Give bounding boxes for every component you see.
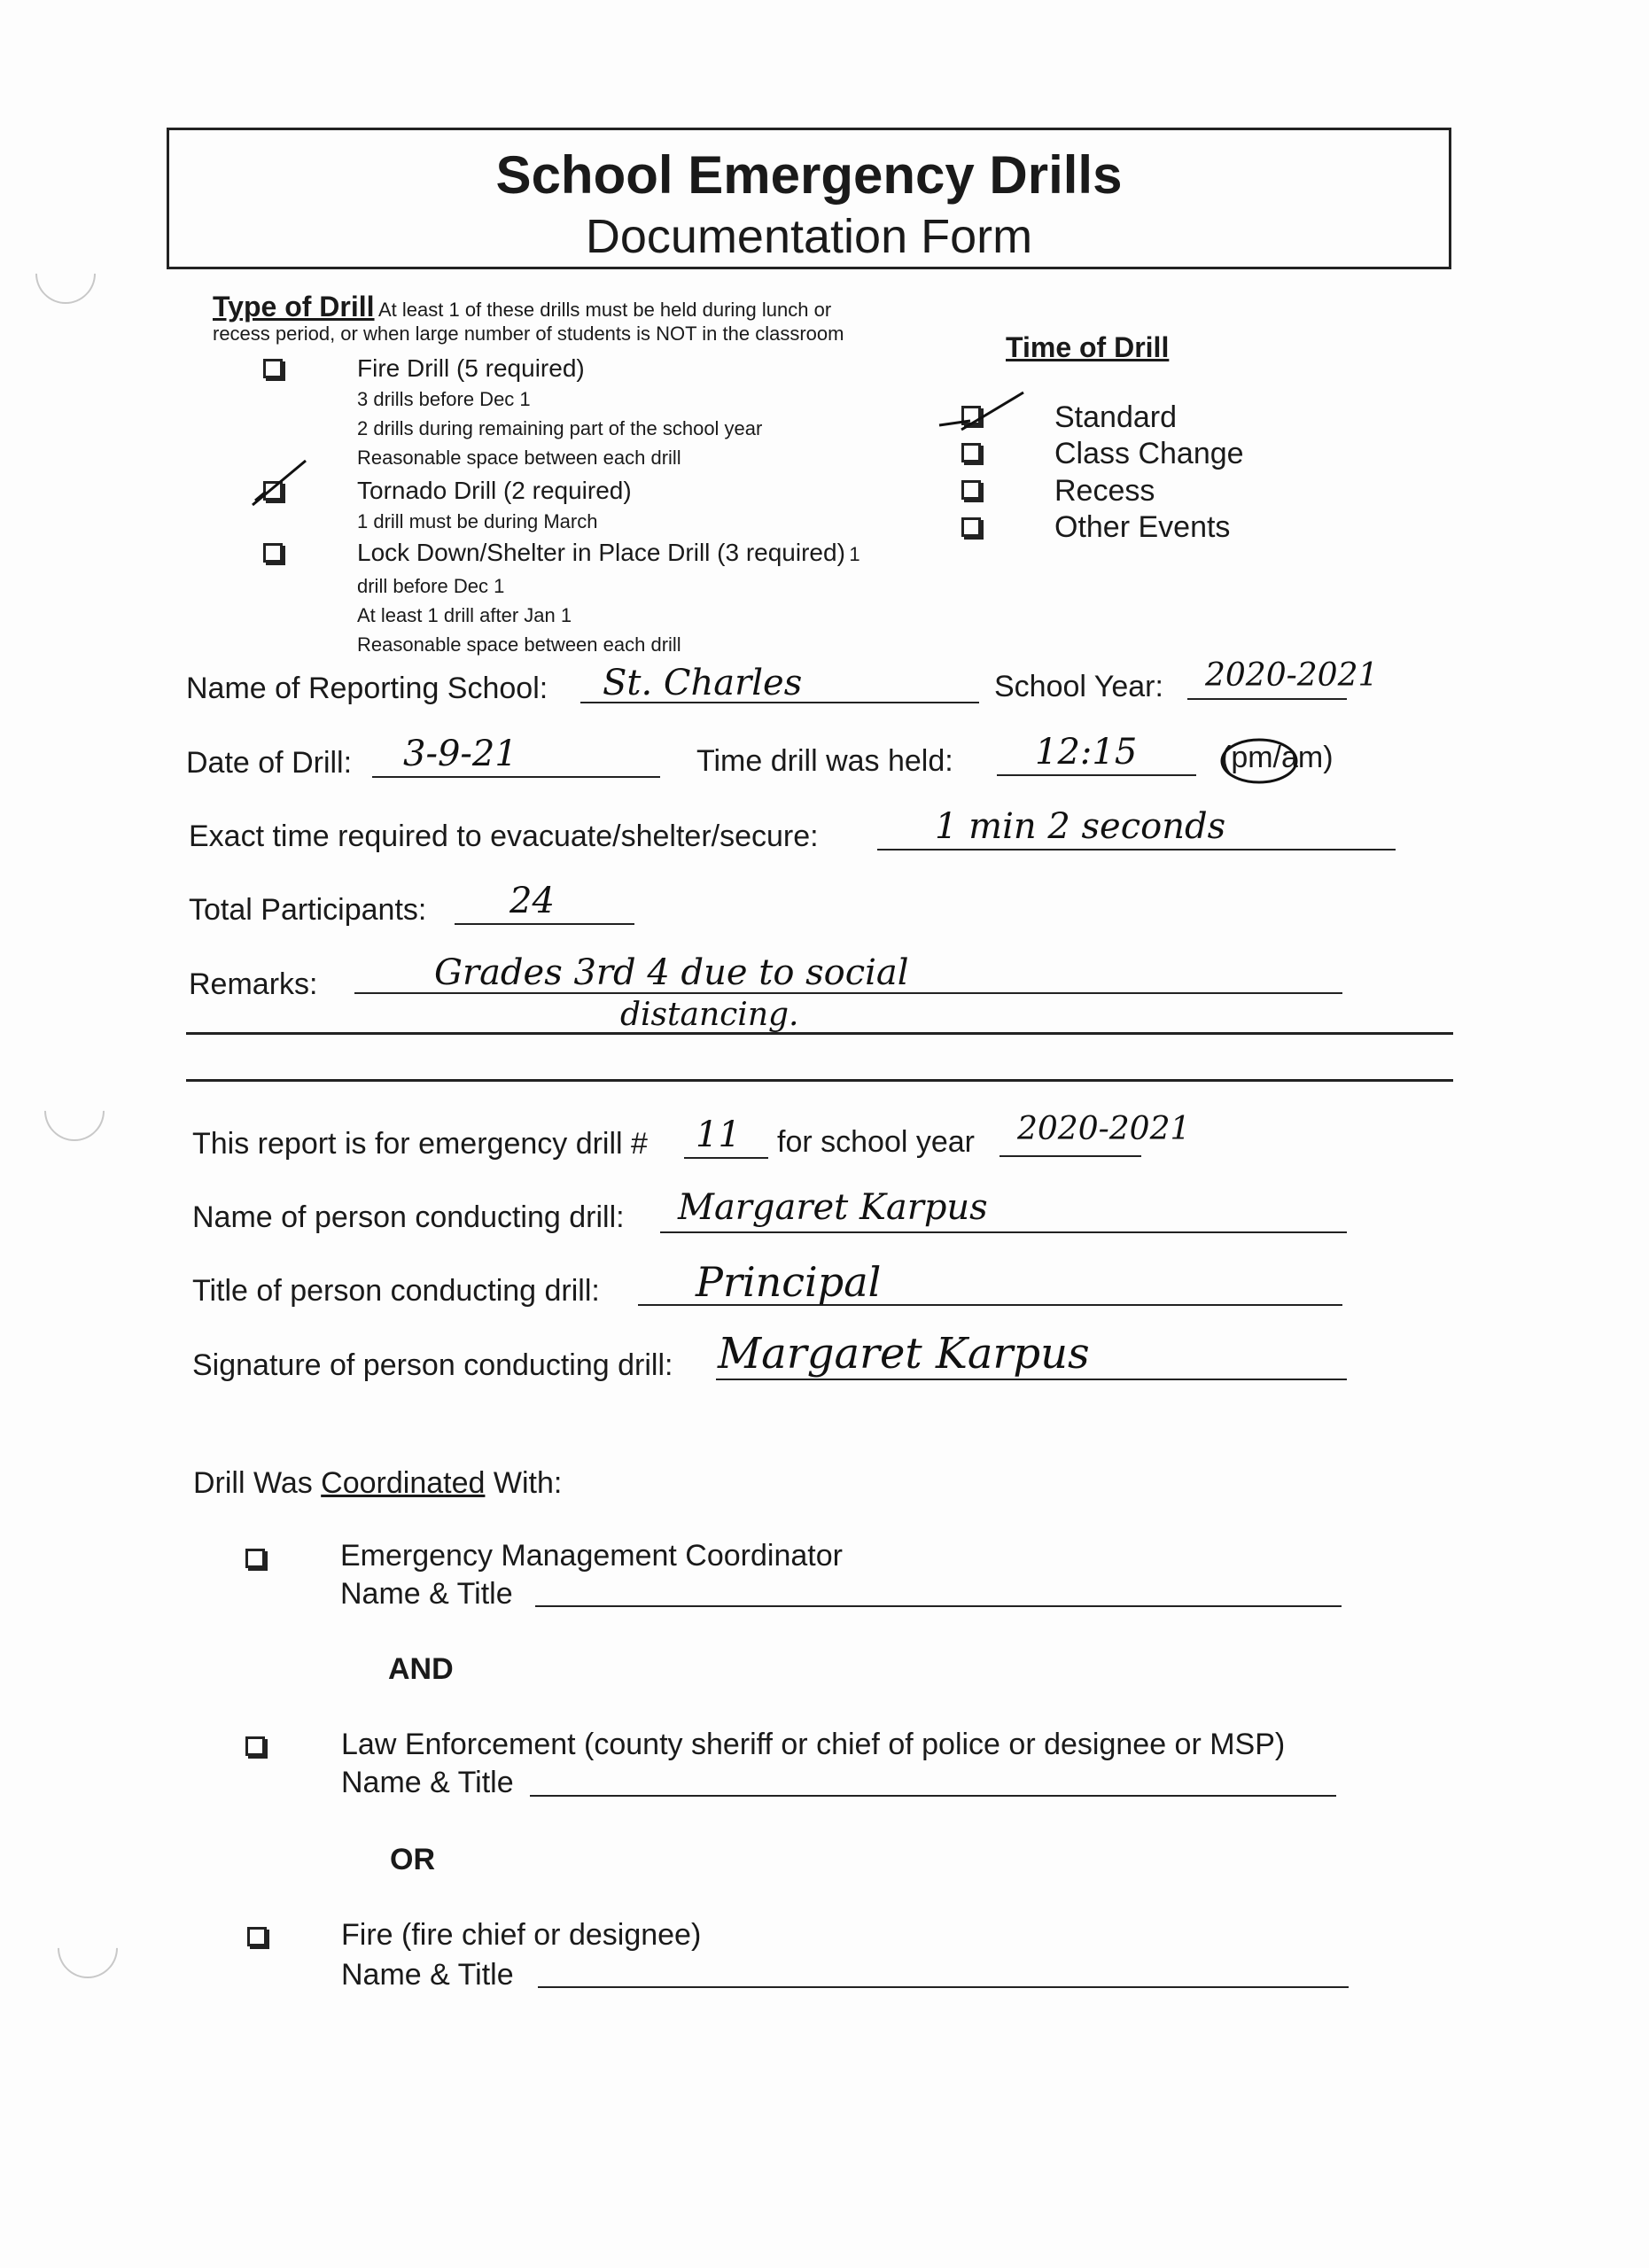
signature-label: Signature of person conducting drill: (192, 1348, 673, 1382)
remarks-value-2[interactable]: distancing. (620, 997, 799, 1033)
participants-label: Total Participants: (189, 893, 427, 927)
fire-drill-label: Fire Drill (5 required) (357, 354, 585, 382)
law-name-title-label: Name & Title (341, 1766, 514, 1799)
fire-drill-checkbox[interactable] (263, 359, 283, 378)
fire-drill-sub-1: 3 drills before Dec 1 (357, 388, 531, 410)
drill-year-value[interactable]: 2020-2021 (1017, 1111, 1191, 1147)
class-change-checkbox[interactable] (961, 443, 981, 462)
exact-time-line (877, 849, 1396, 850)
date-of-drill-value[interactable]: 3-9-21 (403, 734, 517, 774)
punch-hole (45, 1906, 130, 1991)
emc-name-title-line (535, 1605, 1342, 1607)
fire-drill-sub-3: Reasonable space between each drill (357, 447, 681, 469)
pm-circle-mark (1219, 737, 1299, 785)
drill-year-label: for school year (777, 1125, 975, 1159)
type-of-drill-heading: Type of Drill (213, 291, 375, 322)
school-name-value[interactable]: St. Charles (603, 663, 803, 703)
law-name-title-line (530, 1795, 1336, 1797)
law-enforcement-checkbox[interactable] (245, 1736, 265, 1756)
ampm-label: (pm/am) (1221, 741, 1334, 774)
lockdown-drill-sub-3: Reasonable space between each drill (357, 633, 681, 656)
coordination-heading (193, 1466, 562, 1501)
conductor-name-label: Name of person conducting drill: (192, 1200, 625, 1234)
lockdown-drill-checkbox[interactable] (263, 543, 283, 563)
coordination-heading-post: With: (485, 1466, 563, 1500)
type-of-drill-header (213, 291, 831, 323)
or-label: OR (390, 1843, 435, 1876)
time-held-label: Time drill was held: (696, 744, 953, 778)
remarks-label: Remarks: (189, 967, 318, 1001)
form-subtitle: Documentation Form (585, 210, 1033, 263)
fire-name-title-line (538, 1986, 1349, 1988)
conductor-title-value[interactable]: Principal (696, 1258, 882, 1306)
school-year-line (1187, 698, 1347, 700)
fire-name-title-label: Name & Title (341, 1958, 514, 1992)
exact-time-label: Exact time required to evacuate/shelter/secure: (189, 819, 819, 853)
drill-year-line (1000, 1155, 1141, 1157)
emc-checkbox[interactable] (245, 1549, 265, 1568)
lockdown-drill-details (357, 571, 681, 659)
fire-drill-sub-2: 2 drills during remaining part of the school year (357, 417, 763, 439)
time-option-other-events: Other Events (1054, 510, 1231, 544)
school-year-value[interactable]: 2020-2021 (1205, 657, 1379, 694)
form-title-box (167, 128, 1451, 269)
time-option-recess: Recess (1054, 474, 1155, 508)
fire-chief-label: Fire (fire chief or designee) (341, 1918, 702, 1952)
drill-number-line (684, 1157, 768, 1159)
lockdown-drill-sub-1: drill before Dec 1 (357, 575, 505, 597)
lockdown-drill-label: Lock Down/Shelter in Place Drill (3 required) (357, 539, 845, 566)
and-label: AND (388, 1652, 454, 1686)
signature-line (716, 1379, 1347, 1380)
remarks-value-1[interactable]: Grades 3rd 4 due to social (434, 952, 909, 993)
tornado-drill-label: Tornado Drill (2 required) (357, 477, 632, 504)
conductor-name-line (660, 1231, 1347, 1233)
drill-number-label: This report is for emergency drill # (192, 1127, 648, 1161)
conductor-name-value[interactable]: Margaret Karpus (678, 1187, 988, 1228)
type-of-drill-note-2: recess period, or when large number of students is NOT in the classroom (213, 322, 844, 345)
school-year-label: School Year: (994, 670, 1163, 703)
school-name-label: Name of Reporting School: (186, 672, 548, 705)
time-option-class-change: Class Change (1054, 437, 1244, 470)
conductor-title-label: Title of person conducting drill: (192, 1274, 600, 1308)
lockdown-drill-sub-2: At least 1 drill after Jan 1 (357, 604, 572, 626)
fire-drill-details (357, 384, 762, 472)
time-held-value[interactable]: 12:15 (1035, 732, 1138, 773)
recess-checkbox[interactable] (961, 480, 981, 500)
drill-number-value[interactable]: 11 (696, 1115, 741, 1155)
signature-value[interactable]: Margaret Karpus (718, 1329, 1090, 1379)
emc-label: Emergency Management Coordinator (340, 1539, 843, 1573)
participants-value[interactable]: 24 (509, 881, 555, 921)
remarks-line-2 (186, 1032, 1453, 1035)
fire-chief-checkbox[interactable] (247, 1927, 267, 1946)
tornado-check-mark (248, 456, 310, 509)
time-of-drill-heading: Time of Drill (1006, 331, 1170, 363)
tornado-drill-sub-1: 1 drill must be during March (357, 510, 598, 532)
form-title: School Emergency Drills (495, 145, 1123, 205)
date-of-drill-label: Date of Drill: (186, 746, 353, 780)
emc-name-title-label: Name & Title (340, 1577, 513, 1611)
other-events-checkbox[interactable] (961, 517, 981, 537)
type-of-drill-note-1: At least 1 of these drills must be held during lunch or (377, 299, 832, 321)
coordination-heading-pre: Drill Was (193, 1466, 322, 1500)
coordination-heading-underlined: Coordinated (321, 1466, 486, 1500)
standard-check-mark (935, 385, 1032, 439)
law-enforcement-label: Law Enforcement (county sheriff or chief of police or designee or MSP) (341, 1728, 1286, 1761)
lockdown-drill-tail: 1 (849, 543, 860, 565)
date-of-drill-line (372, 776, 660, 778)
time-option-standard: Standard (1054, 400, 1177, 434)
exact-time-value[interactable]: 1 min 2 seconds (935, 806, 1226, 847)
punch-hole (23, 231, 108, 316)
time-held-line (997, 774, 1196, 776)
punch-hole (32, 1068, 117, 1153)
lockdown-drill-row (357, 539, 860, 569)
remarks-line-3 (186, 1079, 1453, 1082)
participants-line (455, 923, 634, 925)
